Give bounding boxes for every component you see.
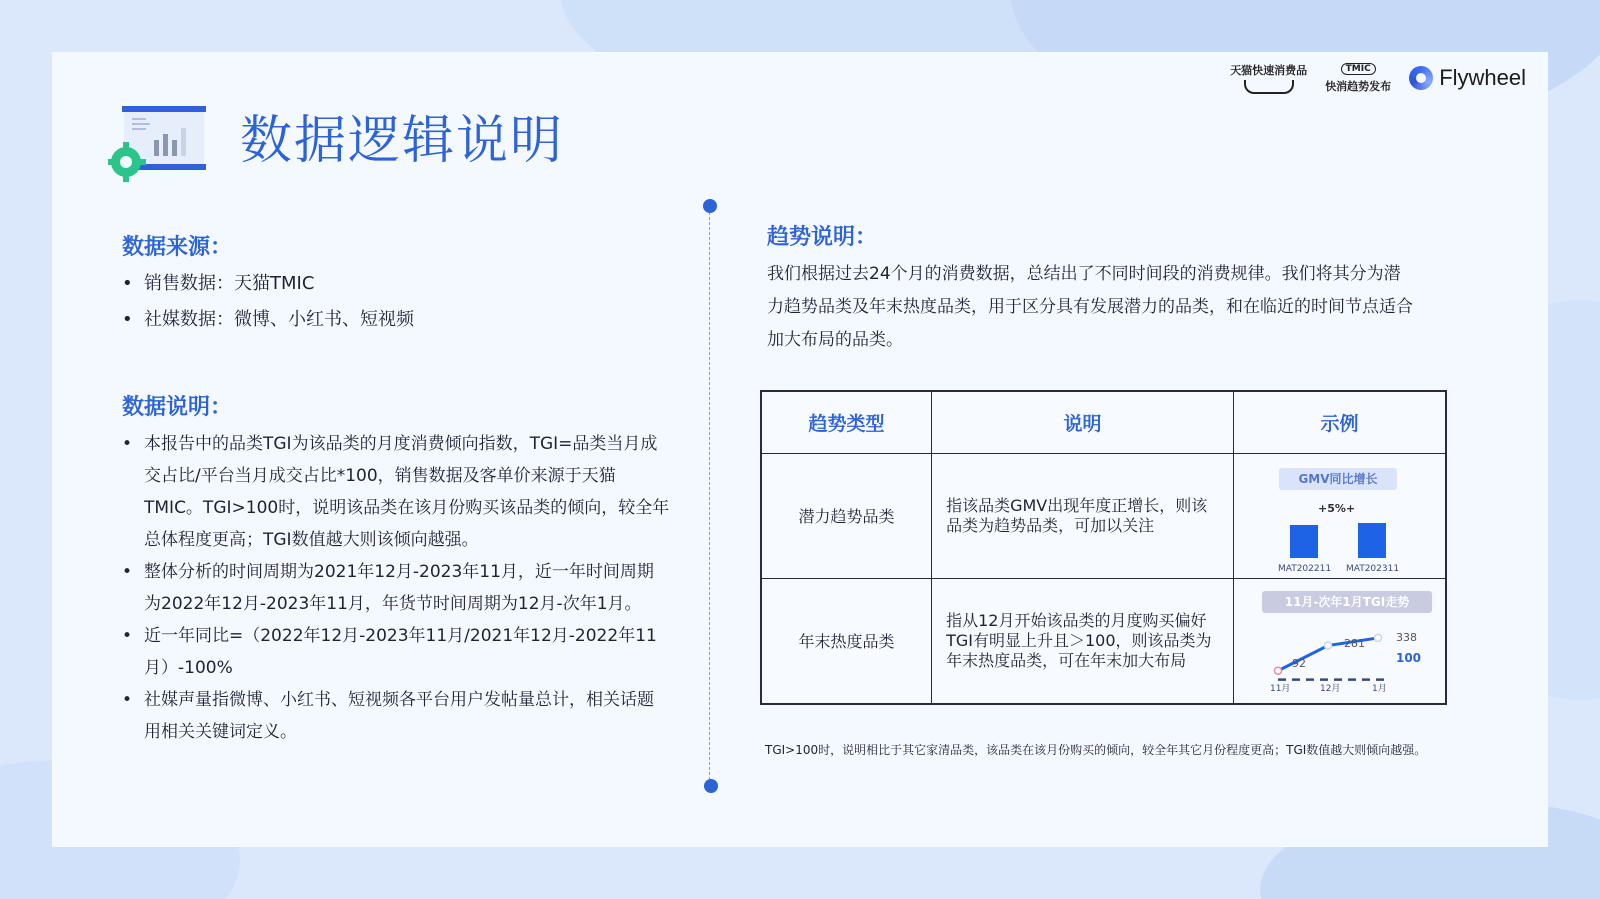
tmic-logo — [1325, 63, 1391, 94]
trend-desc-cell: 指从12月开始该品类的月度购买偏好TGI有明显上升且＞100，则该品类为年末热度品类，可在年末加大布局 — [932, 578, 1234, 704]
table-row — [761, 578, 1446, 704]
gmv-growth-pill: GMV同比增长 — [1279, 468, 1397, 490]
footnote: TGI>100时，说明相比于其它家清品类，该品类在该月份购买的倾向，较全年其它月份程度更高；TGI数值越大则倾向越强。 — [765, 743, 1427, 757]
month-label: 1月 — [1371, 683, 1387, 694]
tmall-cat-icon — [1244, 80, 1294, 94]
tmic-logo-text: 快消趋势发布 — [1325, 79, 1392, 93]
tgi-point — [1274, 667, 1281, 674]
bar-label: MAT202311 — [1345, 563, 1400, 574]
column-header: 示例 — [1233, 391, 1446, 453]
growth-label: +5%+ — [1317, 501, 1356, 515]
bar-mat202311 — [1358, 523, 1386, 558]
tgi-value-label: 281 — [1343, 636, 1365, 650]
tgi-value-label: 92 — [1291, 656, 1306, 670]
month-label: 11月 — [1269, 683, 1291, 694]
trend-type-cell: 潜力趋势品类 — [761, 453, 932, 578]
flywheel-logo — [1409, 65, 1526, 91]
bar-mat202211 — [1290, 525, 1318, 558]
tgi-example-chart — [1234, 579, 1445, 703]
tgi-value-label: 338 — [1395, 630, 1417, 644]
tgi-point — [1324, 642, 1331, 649]
list-item: • 社媒声量指微博、小红书、短视频各平台用户发帖量总计，相关话题用相关关键词定义。 — [122, 684, 670, 748]
trend-type-cell: 年末热度品类 — [761, 578, 932, 704]
page-title: 数据逻辑说明 — [240, 111, 565, 171]
trend-paragraph: 我们根据过去24个月的消费数据，总结出了不同时间段的消费规律。我们将其分为潜力趋势品类及年末热度品类，用于区分具有发展潜力的品类，和在临近的时间节点适合加大布局的品类。 — [767, 264, 1413, 350]
list-item: • 社媒数据：微博、小红书、短视频 — [122, 304, 662, 336]
bar-label: MAT202211 — [1277, 563, 1332, 574]
trend-type-table — [760, 390, 1447, 705]
table-header-row — [761, 391, 1446, 453]
divider-dot-top — [703, 199, 717, 213]
list-item: • 整体分析的时间周期为2021年12月-2023年11月，近一年时间周期为2022年12月-2023年11月，年货节时间周期为12月-次年1月。 — [122, 556, 670, 620]
data-source-heading: 数据来源： — [122, 235, 233, 260]
list-item: • 销售数据：天猫TMIC — [122, 268, 662, 300]
trend-desc-cell: 指该品类GMV出现年度正增长，则该品类为趋势品类，可加以关注 — [932, 453, 1234, 578]
flywheel-swirl-icon — [1409, 66, 1433, 90]
tmic-badge: TMIC — [1341, 63, 1376, 75]
example-cell — [1233, 578, 1446, 704]
column-header: 趋势类型 — [761, 391, 932, 453]
gmv-example-chart — [1234, 454, 1445, 578]
table-row — [761, 453, 1446, 578]
list-item: • 本报告中的品类TGI为该品类的月度消费倾向指数，TGI=品类当月成交占比/平台当月成交占比*100，销售数据及客单价来源于天猫TMIC。TGI>100时，说明该品类在该月份购买该品类的倾向，较全年总体程度更高；TGI数值越大则该倾向越强。 — [122, 428, 670, 556]
tmall-fmcg-logo — [1230, 62, 1307, 94]
divider-dot-bottom — [704, 779, 718, 793]
data-chart-settings-icon — [108, 104, 212, 184]
data-explain-heading: 数据说明： — [122, 395, 233, 420]
data-source-list — [122, 268, 662, 336]
section-divider — [709, 207, 710, 785]
column-header: 说明 — [932, 391, 1234, 453]
trend-heading: 趋势说明： — [767, 225, 878, 250]
flywheel-logo-text: Flywheel — [1439, 65, 1526, 90]
month-label: 12月 — [1319, 683, 1341, 694]
tgi-trend-pill: 11月-次年1月TGI走势 — [1262, 591, 1432, 613]
list-item: • 近一年同比=（2022年12月-2023年11月/2021年12月-2022年11月）-100% — [122, 620, 670, 684]
tgi-point — [1374, 634, 1381, 641]
example-cell — [1233, 453, 1446, 578]
data-explain-list — [122, 428, 670, 748]
logo-bar — [1230, 62, 1526, 94]
baseline-label: 100 — [1395, 650, 1422, 665]
tmall-logo-text: 天猫快速消费品 — [1230, 64, 1308, 77]
